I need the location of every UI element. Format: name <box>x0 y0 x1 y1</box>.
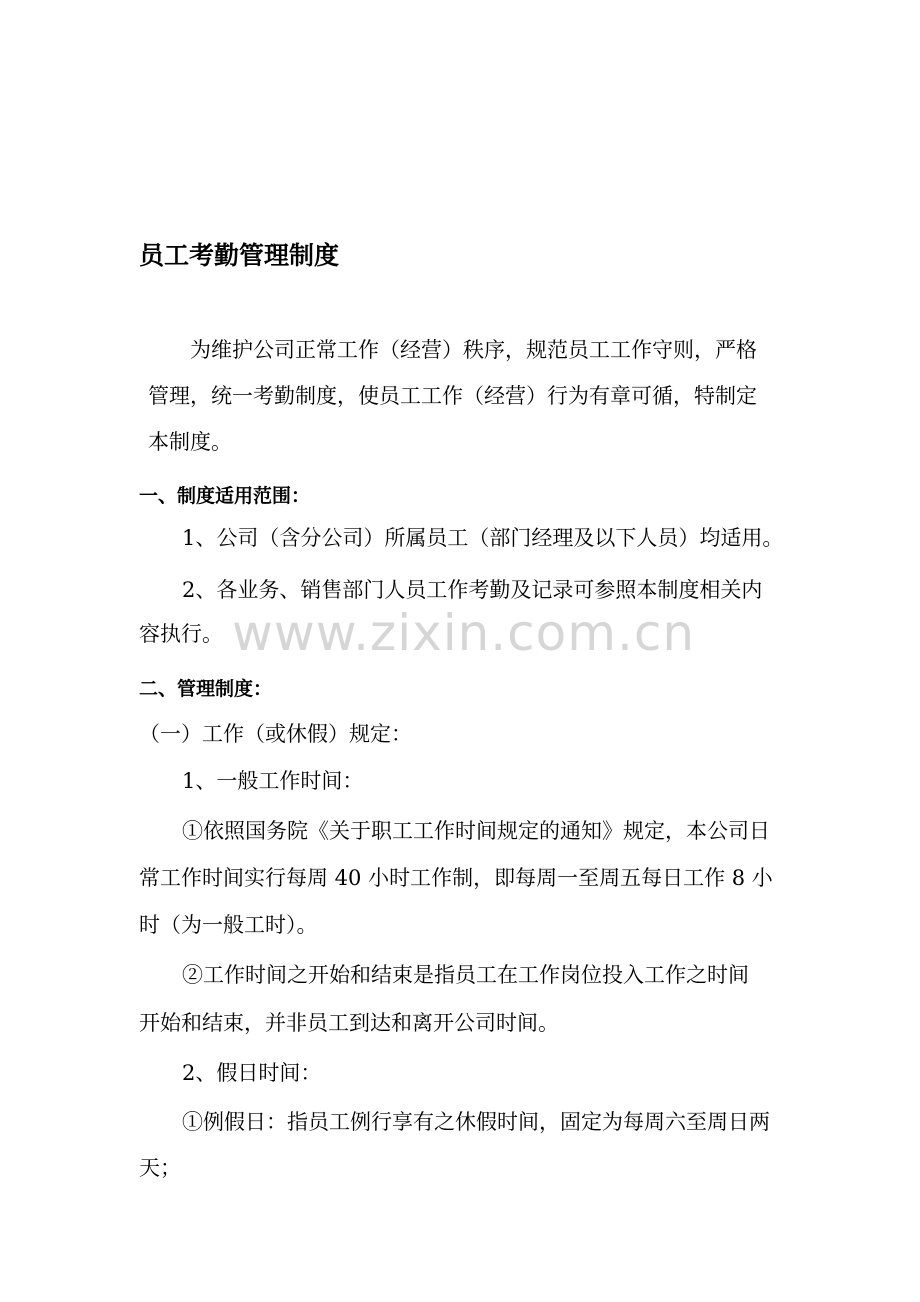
section-2-point-2a-line-1: ①例假日：指员工例行享有之休假时间，固定为每周六至周日两 <box>182 1110 770 1134</box>
section-2-point-2: 2、假日时间： <box>182 1061 322 1085</box>
section-1-item-1: 1、公司（含分公司）所属员工（部门经理及以下人员）均适用。 <box>182 526 784 550</box>
section-2-point-2a-line-2: 天； <box>139 1156 181 1180</box>
section-2-point-1a-line-2: 常工作时间实行每周 40 小时工作制，即每周一至周五每日工作 8 小 <box>139 866 773 890</box>
section-2-point-1b-line-2: 开始和结束，并非员工到达和离开公司时间。 <box>139 1011 559 1035</box>
section-2-sub-1: （一）工作（或休假）规定： <box>139 722 412 746</box>
section-2-point-1a-line-1: ①依照国务院《关于职工工作时间规定的通知》规定，本公司日 <box>182 819 770 843</box>
intro-line-1: 为维护公司正常工作（经营）秩序，规范员工工作守则，严格 <box>190 338 757 362</box>
section-2-point-1b-line-1: ②工作时间之开始和结束是指员工在工作岗位投入工作之时间 <box>182 963 749 987</box>
section-1-item-2-line-1: 2、各业务、销售部门人员工作考勤及记录可参照本制度相关内 <box>182 578 763 602</box>
document-title: 员工考勤管理制度 <box>139 241 340 270</box>
watermark: www.zixin.com.cn <box>232 604 696 662</box>
section-2-point-1: 1、一般工作时间： <box>182 769 364 793</box>
section-1-item-2-line-2: 容执行。 <box>139 622 223 646</box>
section-1-heading: 一、制度适用范围： <box>139 485 311 507</box>
section-2-heading: 二、管理制度： <box>139 678 273 700</box>
intro-line-2: 管理，统一考勤制度，使员工工作（经营）行为有章可循，特制定 <box>148 384 757 408</box>
section-2-point-1a-line-3: 时（为一般工时）。 <box>139 913 318 937</box>
intro-line-3: 本制度。 <box>148 430 232 454</box>
